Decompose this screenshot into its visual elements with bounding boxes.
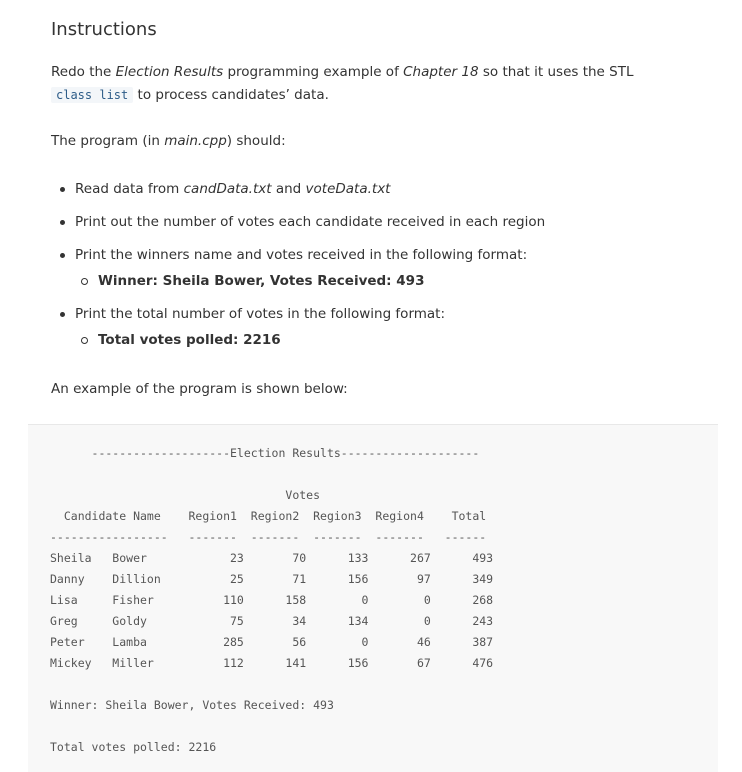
chapter-reference: Chapter 18 <box>403 64 479 80</box>
intro-text-4: to process candidates’ data. <box>133 87 329 103</box>
cand-data-filename: candData.txt <box>183 181 272 197</box>
program-text-1: The program (in <box>51 133 165 149</box>
output-total-line: Total votes polled: 2216 <box>50 740 217 754</box>
intro-paragraph <box>51 61 691 107</box>
list-item <box>51 176 711 202</box>
program-output-block <box>28 424 718 772</box>
output-row: Peter Lamba 285 56 0 46 387 <box>50 635 494 649</box>
list-item <box>51 301 711 353</box>
election-results-title: Election Results <box>115 64 224 80</box>
bullet1-text-2: and <box>271 181 306 197</box>
intro-text-2: programming example of <box>223 64 404 80</box>
program-output <box>50 443 493 758</box>
class-list-code: class list <box>51 87 133 103</box>
output-row: Mickey Miller 112 141 156 67 476 <box>50 656 494 670</box>
vote-data-filename: voteData.txt <box>305 181 391 197</box>
output-row: Danny Dillion 25 71 156 97 349 <box>50 572 494 586</box>
output-separator-line: ----------------- ------- ------- ------- ------- ------ <box>50 530 487 544</box>
example-intro: An example of the program is shown below: <box>51 381 348 397</box>
winner-format-list <box>75 268 711 294</box>
output-winner-line: Winner: Sheila Bower, Votes Received: 493 <box>50 698 334 712</box>
output-votes-line: Votes <box>50 488 321 502</box>
output-row: Greg Goldy 75 34 134 0 243 <box>50 614 494 628</box>
program-paragraph <box>51 130 286 153</box>
bullet2-text: Print out the number of votes each candidate received in each region <box>75 214 546 230</box>
main-cpp-filename: main.cpp <box>164 133 227 149</box>
intro-text-1: Redo the <box>51 64 116 80</box>
total-format-example: Total votes polled: 2216 <box>75 327 711 353</box>
program-text-2: ) should: <box>226 133 286 149</box>
page-title: Instructions <box>51 19 157 40</box>
bullet1-text-1: Read data from <box>75 181 184 197</box>
output-header-line: Candidate Name Region1 Region2 Region3 Region4 Total <box>50 509 487 523</box>
bullet4-text: Print the total number of votes in the following format: <box>75 306 446 322</box>
list-item <box>51 209 711 235</box>
output-row: Lisa Fisher 110 158 0 0 268 <box>50 593 494 607</box>
winner-format-example: Winner: Sheila Bower, Votes Received: 493 <box>75 268 711 294</box>
output-row: Sheila Bower 23 70 133 267 493 <box>50 551 494 565</box>
total-format-list <box>75 327 711 353</box>
list-item <box>51 242 711 294</box>
intro-text-3: so that it uses the STL <box>478 64 634 80</box>
output-title-line: --------------------Election Results-------------------- <box>50 446 480 460</box>
requirements-list <box>51 176 711 353</box>
bullet3-text: Print the winners name and votes received in the following format: <box>75 247 528 263</box>
